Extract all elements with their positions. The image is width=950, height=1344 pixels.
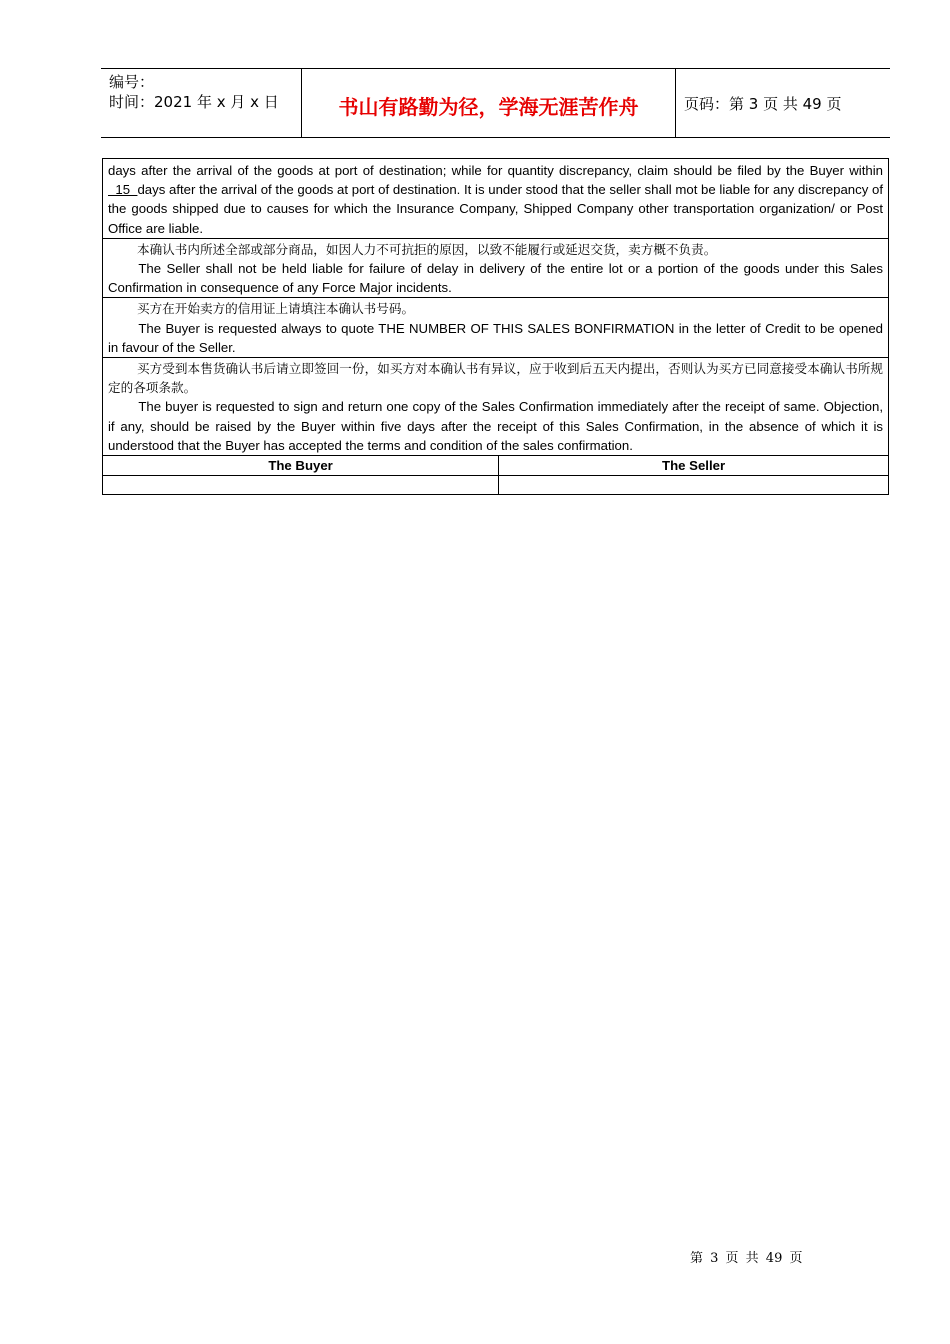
page-header bbox=[101, 68, 890, 138]
serial-label: 编号： bbox=[109, 73, 155, 91]
return-en: The buyer is requested to sign and return one copy of the Sales Confirmation immediately after the receipt of same. Objection, if any, should be raised by the Buyer within five days after the receipt of this Sales Confirmation, in the absence of which it is understood that the Buyer has accepted the terms and condition of the sales confirmation. bbox=[108, 399, 883, 453]
lc-cell bbox=[103, 298, 889, 358]
lc-cn: 买方在开始卖方的信用证上请填注本确认书号码。 bbox=[136, 301, 415, 317]
signature-header-row bbox=[103, 456, 889, 476]
claims-days: 15 bbox=[108, 182, 138, 198]
lc-en: The Buyer is requested always to quote THE NUMBER OF THIS SALES BONFIRMATION in the letter of Credit to be opened in favour of the Seller. bbox=[108, 320, 883, 355]
lc-row bbox=[103, 298, 889, 358]
time-label: 时间：2021 年 x 月 x 日 bbox=[109, 93, 279, 111]
force-majeure-cell bbox=[103, 238, 889, 298]
return-cn: 买方受到本售货确认书后请立即签回一份，如买方对本确认书有异议，应于收到后五天内提出，否则认为买方已同意接受本确认书所规定的各项条款。 bbox=[108, 361, 883, 396]
force-majeure-row bbox=[103, 238, 889, 298]
header-meta bbox=[101, 69, 302, 137]
claims-text-1: days after the arrival of the goods at port of destination; while for quantity discrepancy, claim should be filed by the Buyer within bbox=[108, 163, 883, 178]
return-row bbox=[103, 358, 889, 456]
claims-text-2: days after the arrival of the goods at port of destination. It is under stood that the seller shall mot be liable for any discrepancy of the goods shipped due to causes for which the Insurance Company, Shipped Company other transportation organization/ or Post Office are liable. bbox=[108, 182, 883, 236]
header-page-info bbox=[676, 69, 890, 137]
return-cell bbox=[103, 358, 889, 456]
force-majeure-cn: 本确认书内所述全部或部分商品，如因人力不可抗拒的原因，以致不能履行或延迟交货，卖方概不负责。 bbox=[136, 241, 717, 257]
force-majeure-en: The Seller shall not be held liable for failure of delay in delivery of the entire lot or a portion of the goods under this Sales Confirmation in consequence of any Force Major incidents. bbox=[108, 261, 883, 296]
claims-cell bbox=[103, 159, 889, 239]
signature-row bbox=[103, 476, 889, 495]
terms-table bbox=[102, 158, 889, 495]
buyer-signature-cell bbox=[103, 476, 499, 495]
seller-signature-cell bbox=[499, 476, 889, 495]
motto-text: 书山有路勤为径，学海无涯苦作舟 bbox=[338, 94, 639, 119]
claims-row bbox=[103, 159, 889, 239]
seller-label: The Seller bbox=[499, 456, 889, 476]
page-footer: 第 3 页 共 49 页 bbox=[690, 1251, 803, 1266]
page-info-text: 页码：第 3 页 共 49 页 bbox=[684, 95, 842, 113]
buyer-label: The Buyer bbox=[103, 456, 499, 476]
header-motto bbox=[302, 69, 676, 137]
